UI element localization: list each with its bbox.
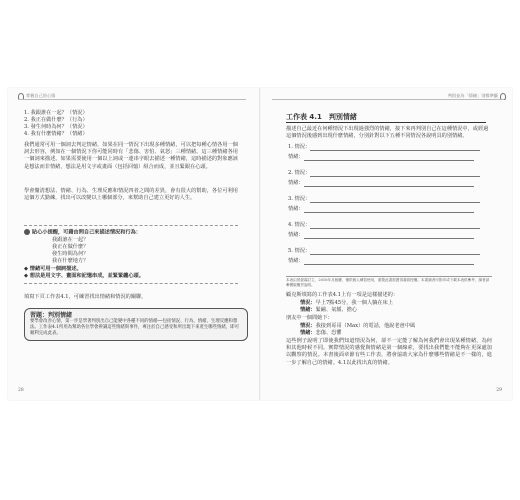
left-header-rule bbox=[18, 99, 246, 100]
exercise-text: 要學會改善心情，第一步是學著判別出自己能變中各種不同的情緒──包括情況、行為、情緒、生理反應和想法。工作表4.1所用為幫助各位學會辨識這些情緒與事件，專注於自己感受和所出現下來產生哪些情緒，即可順利完成此表。 bbox=[30, 319, 239, 337]
tip-point: ◆ 情緒可用一個詞描述。 bbox=[24, 265, 82, 272]
emotion-field[interactable] bbox=[304, 260, 474, 265]
emotion-field[interactable] bbox=[304, 208, 474, 213]
right-running-header: 判別並為「情緒」別標準籤 bbox=[272, 92, 508, 100]
copyright-note: 本表由蔡晏霖訂立，2016年月版權，僅供個人練習使用，重製此書需獲得書面授權。本書讀者可影印或下載本表供參考，讀者請參閱版權頁說明。 bbox=[286, 276, 492, 288]
worksheet-intro: 描述自己最近在何種情況下出現過強烈的情緒，接下來再判別自己在這種情況中，或經過這個情況後感到出現什麼情緒，分別針對以下五種不同情況各說明具的別情緒。 bbox=[286, 126, 489, 140]
divider bbox=[24, 225, 238, 226]
body-paragraph: 學會釐清想法、情緒、行為、生理反應和情況四者之間的差異，會有很大的幫助，各位可利用這個方式勤練，找出可以改變以上哪個部分，來幫助自己建立更好的人生。 bbox=[24, 188, 238, 202]
tip-icon bbox=[24, 229, 30, 235]
emotion-field[interactable] bbox=[304, 234, 474, 239]
worksheet-item: 5. 情況： 情緒： bbox=[288, 248, 488, 265]
left-page bbox=[10, 88, 254, 400]
situation-field[interactable] bbox=[310, 146, 480, 151]
emotion-field[interactable] bbox=[304, 182, 474, 187]
exercise-title: 習題：判別情緒 bbox=[30, 312, 73, 319]
worksheet-item: 2. 情況： 情緒： bbox=[288, 170, 488, 187]
example-line: 情緒：悲傷、恐懼 bbox=[300, 330, 342, 336]
right-header-rule bbox=[272, 99, 504, 100]
numbered-item: 3. 發生何時為何？（情況） bbox=[24, 124, 88, 130]
situation-field[interactable] bbox=[310, 224, 480, 229]
example-line: 情緒：緊繃、氣餒、擔心 bbox=[300, 307, 358, 313]
example-line: 情況：早上7點45分，我一個人躺在床上 bbox=[300, 300, 393, 306]
numbered-item: 1. 我跟誰在一起？（情況） bbox=[24, 110, 88, 116]
numbered-item: 4. 我有什麼情緒？（情緒） bbox=[24, 131, 88, 137]
body-paragraph: 朋友中一個問她下： bbox=[286, 315, 333, 321]
tip-box bbox=[24, 222, 238, 287]
tip-question: 我正在做什麼？ bbox=[52, 243, 89, 250]
body-paragraph: 顧克斯填寫的工作表4.1上有一項是這樣描述的： bbox=[286, 292, 399, 298]
left-running-header: 掌握自己的心情 bbox=[18, 92, 254, 100]
right-page bbox=[266, 88, 510, 400]
tip-question: 發生時間為何？ bbox=[52, 251, 89, 258]
body-paragraph: 填寫下頁工作表4.1，可練習找出情緒和情況的關聯。 bbox=[24, 294, 147, 300]
tip-question: 我跟誰在一起？ bbox=[52, 236, 89, 243]
exercise-box bbox=[24, 308, 248, 341]
book-spine bbox=[259, 88, 261, 400]
situation-field[interactable] bbox=[310, 172, 480, 177]
divider bbox=[24, 283, 238, 284]
tip-title: 貼心小提醒，可藉由問自己來描述情況和行為： bbox=[24, 229, 238, 237]
worksheet-title: 工作表 4.1 判別情緒 bbox=[286, 114, 486, 123]
situation-field[interactable] bbox=[310, 250, 480, 255]
body-paragraph: 我們通常可用一個詞去判定情緒，如果在同一情況下出現多種情緒，可以把每種心情各用一個詞去形容，例如在一個情況下你可能同時有「悲傷、害怕、氣怒」三種情緒。這三種情緒各用一個詞來描述。如果需要使用一個以上詞或一連串字眼去描述一種情緒，這時描述的對象應該是想法而非情緒，想法是用文字或畫面（包括回憶）組合而成，並且緊跟在心頭。 bbox=[24, 142, 238, 170]
tip-question: 我在什麼地方？ bbox=[52, 258, 89, 265]
numbered-item: 2. 我正在做什麼？（行為） bbox=[24, 117, 88, 123]
worksheet-item: 1. 情況： 情緒： bbox=[288, 144, 488, 161]
tip-point: ◆ 想法是用文字、畫面和記憶串成，並緊緊纏心頭。 bbox=[24, 272, 144, 279]
emotion-field[interactable] bbox=[304, 156, 474, 161]
numbered-list bbox=[24, 110, 244, 138]
page-number: 28 bbox=[18, 387, 24, 393]
page-number: 29 bbox=[496, 387, 502, 393]
worksheet-item: 3. 情況： 情緒： bbox=[288, 196, 488, 213]
situation-field[interactable] bbox=[310, 198, 480, 203]
body-paragraph: 這些例子說明了即使我們知道情況為何，卻不一定能了解為何我們會出現某種情緒，為何和其他時候不同。實際情況的感覺與情緒是第一個線索，要找出我們能不能夠在更深處加以觀察的情況。本書後面章節有些工作表，將會協助大家為什麼哪些情緒是不一樣的，進一步了解自己的情緒。4.1以此找出真的情緒。 bbox=[286, 338, 492, 366]
example-line: 情況：我接到哥哥（Max）的電話，他說老爸中風 bbox=[300, 323, 416, 329]
worksheet-item: 4. 情況： 情緒： bbox=[288, 222, 488, 239]
